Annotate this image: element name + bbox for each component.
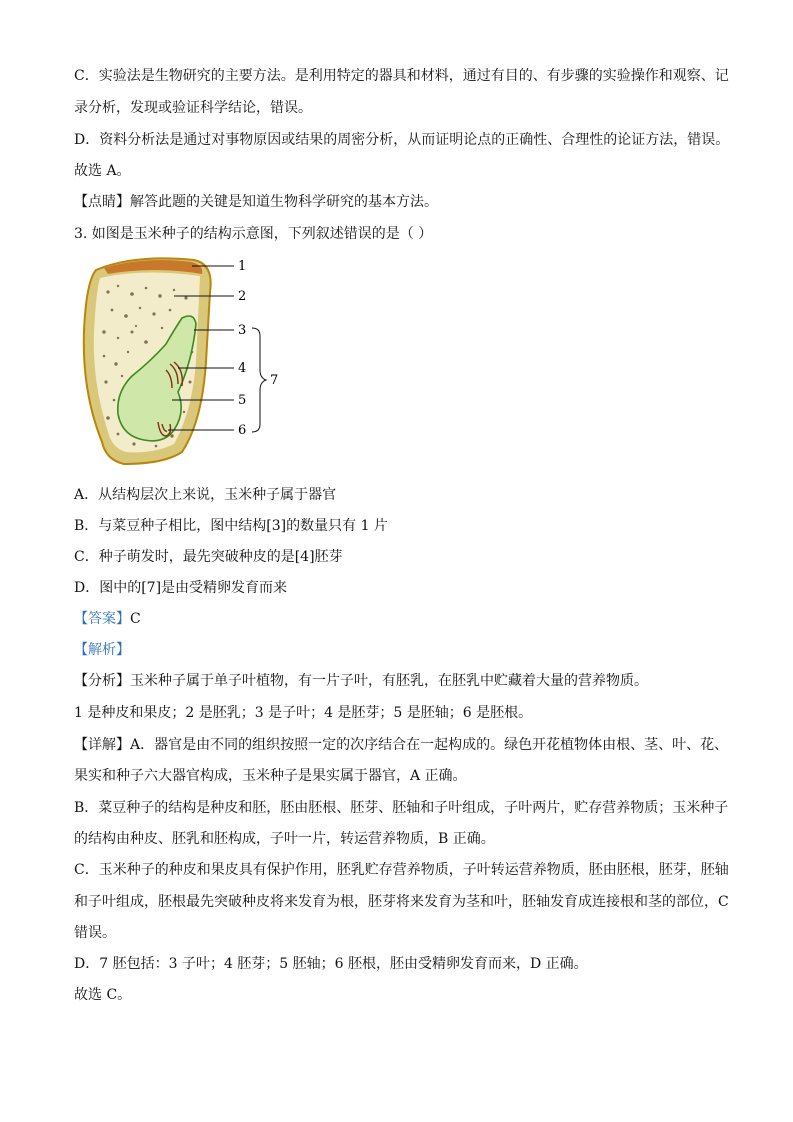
analysis-text: 玉米种子属于单子叶植物，有一片子叶，有胚乳，在胚乳中贮藏着大量的营养物质。 [130, 673, 648, 689]
label-5: 5 [238, 393, 247, 408]
label-3: 3 [238, 323, 247, 338]
text-line: B．菜豆种子的结构是种皮和胚，胚由胚根、胚芽、胚轴和子叶组成，子叶两片，贮存营养物质；玉米种子 [74, 800, 729, 816]
label-1: 1 [238, 259, 247, 274]
brace [252, 328, 266, 432]
option-d: D．图中的[7]是由受精卵发育而来 [74, 580, 288, 596]
text-line: D．7 胚包括：3 子叶；4 胚芽；5 胚轴；6 胚根，胚由受精卵发育而来，D 正确。 [74, 956, 588, 972]
question-stem: 3. 如图是玉米种子的结构示意图，下列叙述错误的是（ ） [74, 226, 433, 242]
answer-value: C [130, 611, 141, 627]
text-line: 果实和种子六大器官构成，玉米种子是果实属于器官，A 正确。 [74, 768, 467, 784]
text-line: 【详解】A．器官是由不同的组织按照一定的次序结合在一起构成的。绿色开花植物体由根、茎、叶、花、 [74, 737, 729, 753]
text-line: 录分析，发现或验证科学结论，错误。 [74, 100, 312, 116]
option-c: C．种子萌发时，最先突破种皮的是[4]胚芽 [74, 549, 343, 565]
analysis-tag [74, 640, 130, 660]
label-6: 6 [238, 423, 247, 438]
analysis-tag-text: 【解析】 [74, 642, 130, 658]
text-line: C．玉米种子的种皮和果皮具有保护作用，胚乳贮存营养物质，子叶转运营养物质，胚由胚根，胚芽，胚轴 [74, 862, 729, 878]
text-line: 的结构由种皮、胚乳和胚构成，子叶一片，转运营养物质，B 正确。 [74, 831, 495, 847]
text-line: 错误。 [74, 925, 116, 941]
analysis-prefix: 【分析】 [74, 673, 130, 689]
label-2: 2 [238, 289, 247, 304]
answer-tag: 【答案】 [74, 611, 130, 627]
text-line: 故选 C。 [74, 987, 132, 1003]
answer-line [74, 609, 141, 629]
text-line: 【点睛】解答此题的关键是知道生物科学研究的基本方法。 [74, 194, 438, 210]
corn-seed-diagram [74, 252, 294, 472]
text-line: D．资料分析法是通过对事物原因或结果的周密分析，从而证明论点的正确性、合理性的论证方法，错误。 [74, 132, 730, 148]
text-line: 故选 A。 [74, 163, 131, 179]
text-line: C．实验法是生物研究的主要方法。是利用特定的器具和材料，通过有目的、有步骤的实验操作和观察、记 [74, 68, 729, 84]
label-7: 7 [270, 373, 279, 388]
option-b: B．与菜豆种子相比，图中结构[3]的数量只有 1 片 [74, 518, 388, 534]
analysis-line [74, 671, 648, 691]
text-line: 1 是种皮和果皮；2 是胚乳；3 是子叶；4 是胚芽；5 是胚轴；6 是胚根。 [74, 705, 533, 721]
text-line: 和子叶组成，胚根最先突破种皮将来发育为根，胚芽将来发育为茎和叶，胚轴发育成连接根和茎的部位，C [74, 894, 729, 910]
option-a: A．从结构层次上来说，玉米种子属于器官 [74, 487, 337, 503]
label-4: 4 [238, 361, 247, 376]
